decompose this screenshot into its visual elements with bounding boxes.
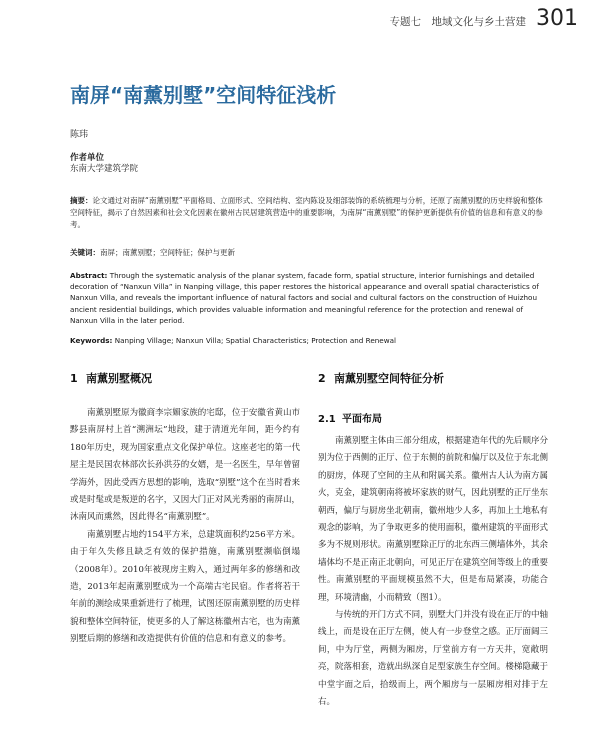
section-1-title: 南薰别墅概况 xyxy=(86,372,152,385)
running-header xyxy=(390,6,579,31)
section-2-paragraph: 南薰别墅主体由三部分组成，根据建造年代的先后顺序分别为位于西侧的正厅、位于东侧的前院和偏厅以及位于东北侧的厨房，体现了空间的主从和附属关系。徽州古人认为南方属火，克金，建筑朝南将被坏家族的财气，因此别墅的正厅坐东朝西，偏厅与厨房坐北朝南，徽州地少人多，再加上土地私有观念的影响，为了争取更多的使用面积，徽州建筑的平面形式多为不规则形状。南薰别墅除正厅的北东西三侧墙体外，其余墙体均不是正南正北朝向，可见正厅在建筑空间等级上的重要性。南薰别墅的平面规模虽然不大，但是布局紧凑，功能合理，环境清幽，小而精致（图1）。 xyxy=(318,436,548,603)
abstract-zh-text: 论文通过对南屏“南薰别墅”平面格局、立面形式、空间结构、室内陈设及细部装饰的系统梳理与分析，还原了南薰别墅的历史样貌和整体空间特征，揭示了自然因素和社会文化因素在徽州古民居建筑营造中的重要影响，为南屏“南薰别墅”的保护更新提供有价值的信息和有意义的参考。 xyxy=(70,196,543,229)
keywords-zh-label: 关键词： xyxy=(70,248,100,257)
abstract-en-text: Through the systematic analysis of the planar system, facade form, spatial structure, interior furnishings and detailed decoration of “Nanxun Villa” in Nanping village, this paper restores the historical appearance and overall spatial characteristics of Nanxun Villa, and reveals the important influence of natural factors and social and cultural factors on the construction of Huizhou ancient residential buildings, which provides valuable information and meaningful reference for the protection and renewal of Nanxun Villa in the later period. xyxy=(70,271,539,325)
abstract-zh-label: 摘要： xyxy=(70,196,93,205)
abstract-en xyxy=(70,270,548,326)
section-1-paragraph: 南薰别墅占地约154平方米，总建筑面积约256平方米。由于年久失修且缺乏有效的保护措施，南薰别墅濒临倒塌（2008年）。2010年被现房主购入，通过两年多的修缮和改造，2013年起南薰别墅成为一个高端古宅民宿。作者将若干年前的测绘成果重新进行了梳理，试图还原南薰别墅的历史样貌和整体空间特征，使更多的人了解这栋徽州古宅，也为南薰别墅后期的修缮和改造提供有价值的信息和有意义的参考。 xyxy=(70,529,300,645)
paper-title: 南屏“南薰别墅”空间特征浅析 xyxy=(70,83,337,107)
affiliation-label: 作者单位 xyxy=(70,153,105,163)
keywords-en xyxy=(70,336,548,345)
section-1-heading xyxy=(70,370,300,388)
section-2-paragraph: 与传统的开门方式不同，别墅大门并没有设在正厅的中轴线上，而是设在正厅左侧，使人有一步登堂之感。正厅面阔三间，中为厅堂，两侧为厢房，厅堂前方有一方天井，宽敞明亮，院落相套，造就出纵深自足型家族生存空间。楼梯隐藏于中堂宇面之后，拾级而上，两个厢房与一层厢房相对排于左右。 xyxy=(318,610,548,708)
section-2-heading xyxy=(318,370,548,388)
section-2-title: 南薰别墅空间特征分析 xyxy=(334,372,444,385)
section-1-number: 1 xyxy=(70,372,78,385)
subsection-2-1-number: 2.1 xyxy=(318,414,336,425)
left-column xyxy=(70,370,300,649)
abstract-zh xyxy=(70,195,548,231)
author-name: 陈玮 xyxy=(70,130,89,140)
keywords-en-label: Keywords: xyxy=(70,336,113,345)
page-number: 301 xyxy=(536,6,578,31)
section-1-paragraph: 南薰别墅原为徽商李宗媚家族的宅邸，位于安徽省黄山市黟县南屏村上首“溯洲坛”地段，建于清道光年间，距今约有180年历史，现为国家重点文化保护单位。这座老宅的第一代屋主是民国农林部次长孙洪芬的女婿，是一名医生，早年曾留学海外，因此受西方思想的影响，选取“别墅”这个在当时看来或是时髦或是叛逆的名字，又因大门正对风光秀丽的南屏山，沐南风而熏然，因此得名“南薰别墅”。 xyxy=(70,408,300,523)
section-2-number: 2 xyxy=(318,372,326,385)
subsection-2-1-heading xyxy=(318,410,548,425)
keywords-en-text: Nanping Village; Nanxun Villa; Spatial Characteristics; Protection and Renewal xyxy=(114,336,396,345)
subsection-2-1-title: 平面布局 xyxy=(342,414,382,425)
affiliation-value: 东南大学建筑学院 xyxy=(70,164,139,174)
right-column xyxy=(318,370,548,712)
keywords-zh-text: 南屏；南薰别墅；空间特征；保护与更新 xyxy=(100,248,235,257)
running-header-section: 专题七 地域文化与乡土营建 xyxy=(389,16,526,28)
abstract-en-label: Abstract: xyxy=(70,271,108,280)
keywords-zh xyxy=(70,247,548,258)
